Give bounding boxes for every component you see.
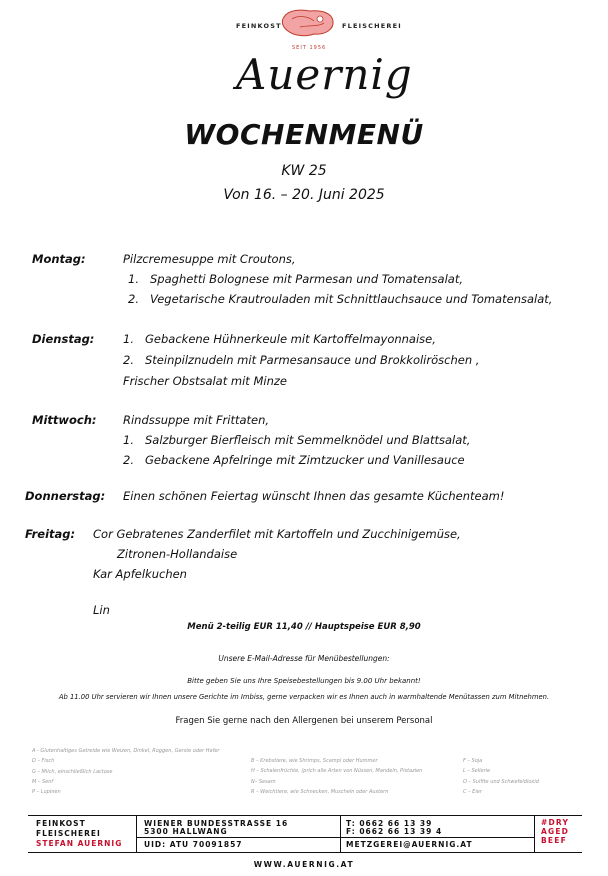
email-note: Unsere E-Mail-Adresse für Menübestellungen:: [218, 654, 390, 663]
footer-owner: STEFAN AUERNIG: [36, 839, 123, 848]
day-label-thursday: Donnerstag:: [25, 489, 106, 503]
beef-logo-icon: [278, 7, 338, 43]
order-deadline-note: Bitte geben Sie uns Ihre Speisebestellungen bis 9.00 Uhr bekannt!: [187, 677, 421, 685]
day-label-friday: Freitag:: [25, 527, 76, 541]
allergen-column-1: [32, 746, 220, 797]
week-number: KW 25: [281, 163, 327, 179]
page-title: WOCHENMENÜ: [184, 118, 424, 151]
date-range: Von 16. – 20. Juni 2025: [223, 187, 385, 203]
footer-company: [28, 816, 137, 852]
allergen-entry: G – Milch, einschließlich Lactose: [32, 768, 113, 775]
allergen-entry: B – Krebstiere, wie Shrimps, Scampi oder Hummer: [251, 758, 378, 764]
allergen-entry: L – Sellerie: [463, 768, 491, 775]
day-label-monday: Montag:: [32, 252, 86, 266]
allergen-column-2: [251, 756, 422, 797]
allergen-entry: O – Sulfite und Schwefeldioxid: [463, 778, 539, 785]
tuesday-dessert: Frischer Obstsalat mit Minze: [123, 374, 287, 388]
monday-item-2: 2. Vegetarische Krautrouladen mit Schnittlauchsauce und Tomatensalat,: [128, 292, 553, 306]
thursday-text: Einen schönen Feiertag wünscht Ihnen das gesamte Küchenteam!: [123, 489, 505, 503]
allergen-entry: M – Senf: [32, 778, 54, 785]
footer-fax: F: 0662 66 13 39 4: [346, 827, 443, 836]
footer-phone: [340, 816, 535, 852]
allergen-column-3: [463, 756, 539, 797]
allergen-entry: D – Fisch: [32, 758, 55, 765]
friday-line-4: Lin: [93, 603, 110, 617]
footer-company-line: FLEISCHEREI: [36, 829, 101, 838]
footer-city: 5300 HALLWANG: [144, 827, 228, 836]
since-label: SEIT 1956: [292, 45, 327, 51]
friday-line-2: Zitronen-Hollandaise: [117, 547, 238, 561]
allergen-entry: F – Soja: [463, 758, 483, 764]
allergen-entry: A - Glutenhaltiges Getreide wie Weizen, Dinkel, Roggen, Gerste oder Hafer: [32, 748, 220, 754]
friday-line-3: Kar Apfelkuchen: [93, 567, 187, 581]
allergen-question: Fragen Sie gerne nach den Allergenen bei unserem Personal: [175, 716, 433, 726]
monday-soup: Pilzcremesuppe mit Croutons,: [123, 252, 296, 266]
wednesday-item-1: 1. Salzburger Bierfleisch mit Semmelknödel und Blattsalat,: [123, 433, 471, 447]
wednesday-soup: Rindssuppe mit Frittaten,: [123, 413, 270, 427]
footer-contact-bar: [28, 815, 582, 853]
dry-aged-beef-badge: #DRY AGED BEEF: [541, 818, 570, 845]
allergen-entry: R – Weichtiere, wie Schnecken, Muscheln oder Austern: [251, 788, 389, 795]
day-label-tuesday: Dienstag:: [32, 332, 95, 346]
tuesday-item-2: 2. Steinpilznudeln mit Parmesansauce und Brokkoliröschen ,: [123, 353, 480, 367]
price-line: Menü 2-teilig EUR 11,40 // Hauptspeise EUR 8,90: [187, 622, 421, 632]
allergen-entry: P – Lupinen: [32, 789, 61, 796]
footer-street: WIENER BUNDESSTRASSE 16: [144, 819, 289, 828]
allergen-entry: C – Eier: [463, 788, 482, 795]
footer-address: [136, 816, 341, 852]
brand-fleischerei: FLEISCHEREI: [342, 22, 402, 30]
wednesday-item-2: 2. Gebackene Apfelringe mit Zimtzucker und Vanillesauce: [123, 453, 465, 467]
auernig-logo: Auernig: [236, 50, 413, 99]
imbiss-note: Ab 11.00 Uhr servieren wir Ihnen unsere Gerichte im Imbiss, gerne verpacken wir es Ihnen auch in warmhaltende Menütassen zum Mitnehmen.: [58, 693, 550, 701]
footer-company-line: FEINKOST: [36, 819, 86, 828]
day-label-wednesday: Mittwoch:: [32, 413, 97, 427]
footer-tel: T: 0662 66 13 39: [346, 819, 433, 828]
allergen-entry: N– Sesam: [251, 778, 276, 785]
allergen-entry: H – Schalenfrüchte, (prich alle Arten von Nüssen, Mandeln, Pistazien: [251, 768, 423, 775]
monday-item-1: 1. Spaghetti Bolognese mit Parmesan und Tomatensalat,: [128, 272, 463, 286]
friday-line-1: Cor Gebratenes Zanderfilet mit Kartoffeln und Zucchinigemüse,: [93, 527, 461, 541]
brand-feinkost: FEINKOST: [236, 22, 282, 30]
footer-email[interactable]: METZGEREI@AUERNIG.AT: [346, 840, 473, 849]
website-link[interactable]: WWW.AUERNIG.AT: [253, 860, 355, 869]
tuesday-item-1: 1. Gebackene Hühnerkeule mit Kartoffelmayonnaise,: [123, 332, 436, 346]
footer-uid: UID: ATU 70091857: [144, 840, 243, 849]
